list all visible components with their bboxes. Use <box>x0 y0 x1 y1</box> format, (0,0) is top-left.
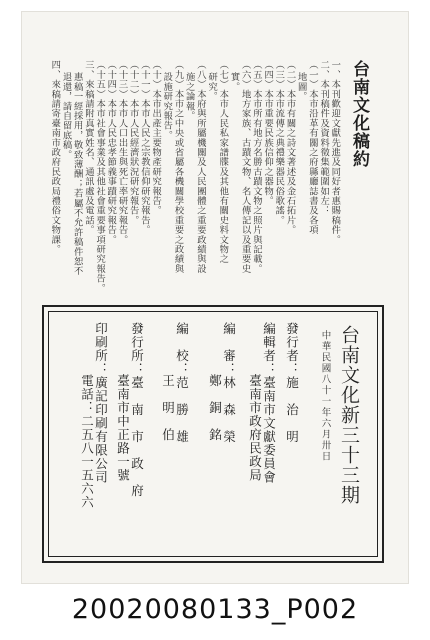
colophon-label: 編 校： <box>174 322 190 376</box>
colophon-row <box>262 322 275 484</box>
notice-line: 退還，請自留底稿。 <box>60 72 72 160</box>
colophon-row <box>116 322 129 482</box>
colophon-row <box>248 322 261 482</box>
colophon-label: 發行所： <box>129 322 145 376</box>
colophon-value: 施 治 明 <box>284 376 300 444</box>
notice-line: 地圖。 <box>295 72 307 102</box>
notice-line: 惠稿一經採用，敬致薄酬；若屬不允許稿件恕不 <box>71 72 83 276</box>
publication-date: 中華民國八十一年六月卅日 <box>319 330 331 462</box>
notice-line: （一）本市沿革有關之府縣廳誌書及各項 <box>306 60 318 235</box>
colophon-value: 王 明 伯 <box>160 374 176 442</box>
notice-line: 施之論報。 <box>183 72 195 121</box>
colophon-row <box>285 322 298 444</box>
notice-line: 實。 <box>228 72 240 92</box>
colophon-value: 范 勝 雄 <box>174 376 190 444</box>
notice-line: 設施研究報告。 <box>161 72 173 140</box>
colophon-row <box>175 322 188 444</box>
colophon-row <box>222 322 235 444</box>
colophon-label: 印刷所： <box>93 322 109 376</box>
image-caption: 20020080133_P002 <box>71 594 359 625</box>
notice-title: 台南文化稿約 <box>349 60 369 168</box>
colophon-row <box>94 322 107 484</box>
notice-line: （十五）本市社會事業及其他社會重要事項研究報告。 <box>94 60 106 293</box>
notice-line: （八）本府與所屬機關及人民團體之重要政績與設 <box>194 60 206 274</box>
issue-title: 台南文化新三十三期 <box>338 325 360 505</box>
colophon-row <box>80 322 93 509</box>
notice-line: （四）本市重要民族信仰之器物。 <box>262 60 274 206</box>
notice-line: 四、來稿請寄臺南市政府民政局禮俗文物課。 <box>49 60 61 254</box>
colophon-label: 發行者： <box>284 322 300 376</box>
colophon-value: 臺南市文獻委員會 <box>261 376 277 484</box>
colophon-value: 廣記印刷有限公司 <box>93 376 109 484</box>
notice-line: （十一）本市人民之宗教信仰研究報告。 <box>138 60 150 235</box>
colophon-value: 林 森 榮 <box>221 376 237 444</box>
colophon-value: 臺南市政府民政局 <box>247 374 263 482</box>
notice-line: （十）本市出產主要物產研究報告。 <box>150 60 162 216</box>
colophon-value: 臺 南 市 政 府 <box>129 376 145 498</box>
colophon-value: 臺南市中正路一號 <box>115 374 131 482</box>
colophon-value: 鄭 銅 銘 <box>207 374 223 442</box>
notice-line: 研究。 <box>206 72 218 102</box>
notice-line: 三、來稿請附真實姓名、通訊處及電話。 <box>82 60 94 235</box>
colophon-label: 編輯者： <box>261 322 277 376</box>
colophon-row <box>208 322 221 442</box>
notice-line: （七）本市人民私家譜牒及其他有關史料文物之 <box>217 60 229 264</box>
notice-line: （九）本市之中央或省屬各機關學校重要之政績與 <box>172 60 184 274</box>
colophon-label: 編 審： <box>221 322 237 376</box>
colophon-row <box>161 322 174 442</box>
notice-line: （五）本市所有地方名勝古蹟文物之照片與記載。 <box>250 60 262 274</box>
colophon-value: 電話：二五八一五六六 <box>79 374 95 509</box>
notice-line: （十四）本市人民忠孝節義事蹟研究報告。 <box>105 60 117 245</box>
colophon-row <box>130 322 143 498</box>
notice-line: 一、本刊歡迎文獻先進及同好者惠賜稿件。 <box>329 60 341 245</box>
notice-line: （二）本市有關之詩文著述及金石拓片。 <box>284 60 296 235</box>
notice-line: （十二）本市人民經濟狀況研究報告。 <box>127 60 139 225</box>
notice-line: 二、本刊稿件及資料徵集範圍如左： <box>318 60 330 216</box>
notice-line: （六）地方家族、古蹟文物、名人傳記以及重要史 <box>239 60 251 274</box>
notice-line: （三）本市流傳之典禮樂器民俗歌謠。 <box>273 60 285 225</box>
notice-line: （十三）本市人口出生與死亡率研究報告。 <box>116 60 128 245</box>
